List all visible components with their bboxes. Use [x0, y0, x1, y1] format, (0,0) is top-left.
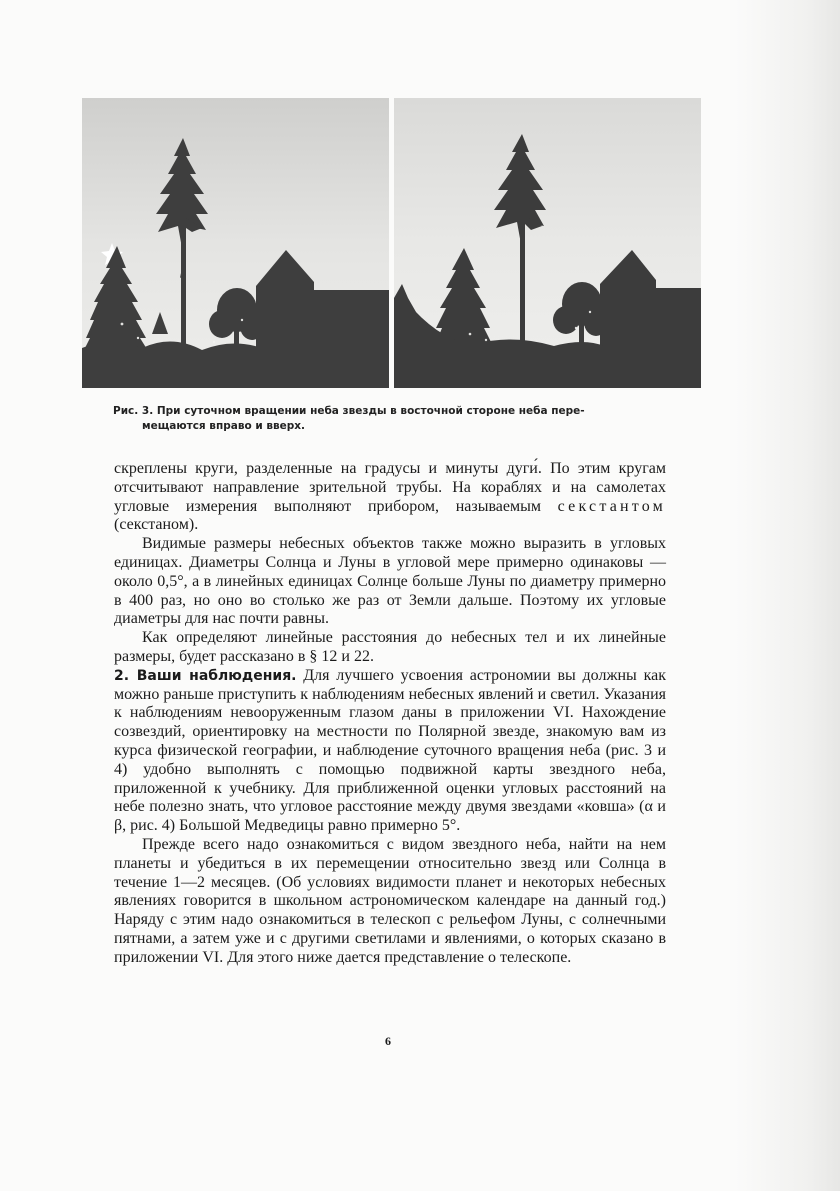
body-text: [114, 460, 666, 968]
scan-edge-shadow: [735, 0, 840, 1191]
figure-photo-right: [394, 98, 701, 388]
paragraph-1: [114, 460, 666, 535]
paragraph-5: Прежде всего надо ознакомиться с видом звездного неба, найти на нем планеты и убедиться в их перемещении относительно звезд или Солнца в течение 1—2 месяцев. (Об условиях видимости планет и некоторых небесных явлениях говорится в школьном астрономическом календаре на данный год.) Наряду с этим надо ознакомиться в телескоп с рельефом Луны, с солнечными пятнами, а затем уже и с другими светилами и явлениями, о которых сказано в приложении VI. Для этого ниже дается представление о телескопе.: [114, 835, 666, 966]
caption-line2: мещаются вправо и вверх.: [142, 420, 306, 432]
figure-caption: [113, 404, 673, 434]
page-number: 6: [385, 1034, 391, 1048]
caption-label: Рис. 3.: [113, 405, 154, 417]
caption-line1: При суточном вращении неба звезды в восточной стороне неба пере-: [156, 405, 585, 417]
paragraph-3: Как определяют линейные расстояния до небесных тел и их линейные размеры, будет рассказано в § 12 и 22.: [114, 629, 666, 665]
paragraph-1-end: (секстаном).: [114, 516, 199, 534]
night-sky-silhouette-left: [82, 98, 389, 388]
figure-photo-left: [82, 98, 389, 388]
night-sky-silhouette-right: [394, 98, 701, 388]
paragraph-4-text: Для лучшего усвоения астрономии вы должны как можно раньше приступить к наблюдениям небесных явлений и светил. Указания к наблюдениям невооруженным глазом даны в приложении VI. Нахождение созвездий, ориентировку на местности по Полярной звезде, знакомую вам из курса физической географии, и наблюдение суточного вращения неба (рис. 3 и 4) удобно выполнять с помощью подвижной карты звездного неба, приложенной к учебнику. Для приближенной оценки угловых расстояний на небе полезно знать, что угловое расстояние между двумя звездами «ковша» (α и β, рис. 4) Большой Медведицы равно примерно 5°.: [114, 666, 666, 835]
paragraph-1-text: скреплены круги, разделенные на градусы и минуты дуги́. По этим кругам отсчитывают направление зрительной трубы. На кораблях и на самолетах угловые измерения выполняют прибором, называемым: [114, 460, 666, 515]
section-heading: 2. Ваши наблюдения.: [114, 667, 297, 684]
paragraph-1-term: секстантом: [557, 497, 666, 515]
paragraph-4: [114, 667, 666, 836]
paragraph-2: Видимые размеры небесных объектов также можно выразить в угловых единицах. Диаметры Солнца и Луны в угловой мере примерно одинаковы — около 0,5°, а в линейных единицах Солнце больше Луны по диаметру примерно в 400 раз, но оно во столько же раз от Земли дальше. Поэтому их угловые диаметры для нас почти равны.: [114, 535, 666, 628]
